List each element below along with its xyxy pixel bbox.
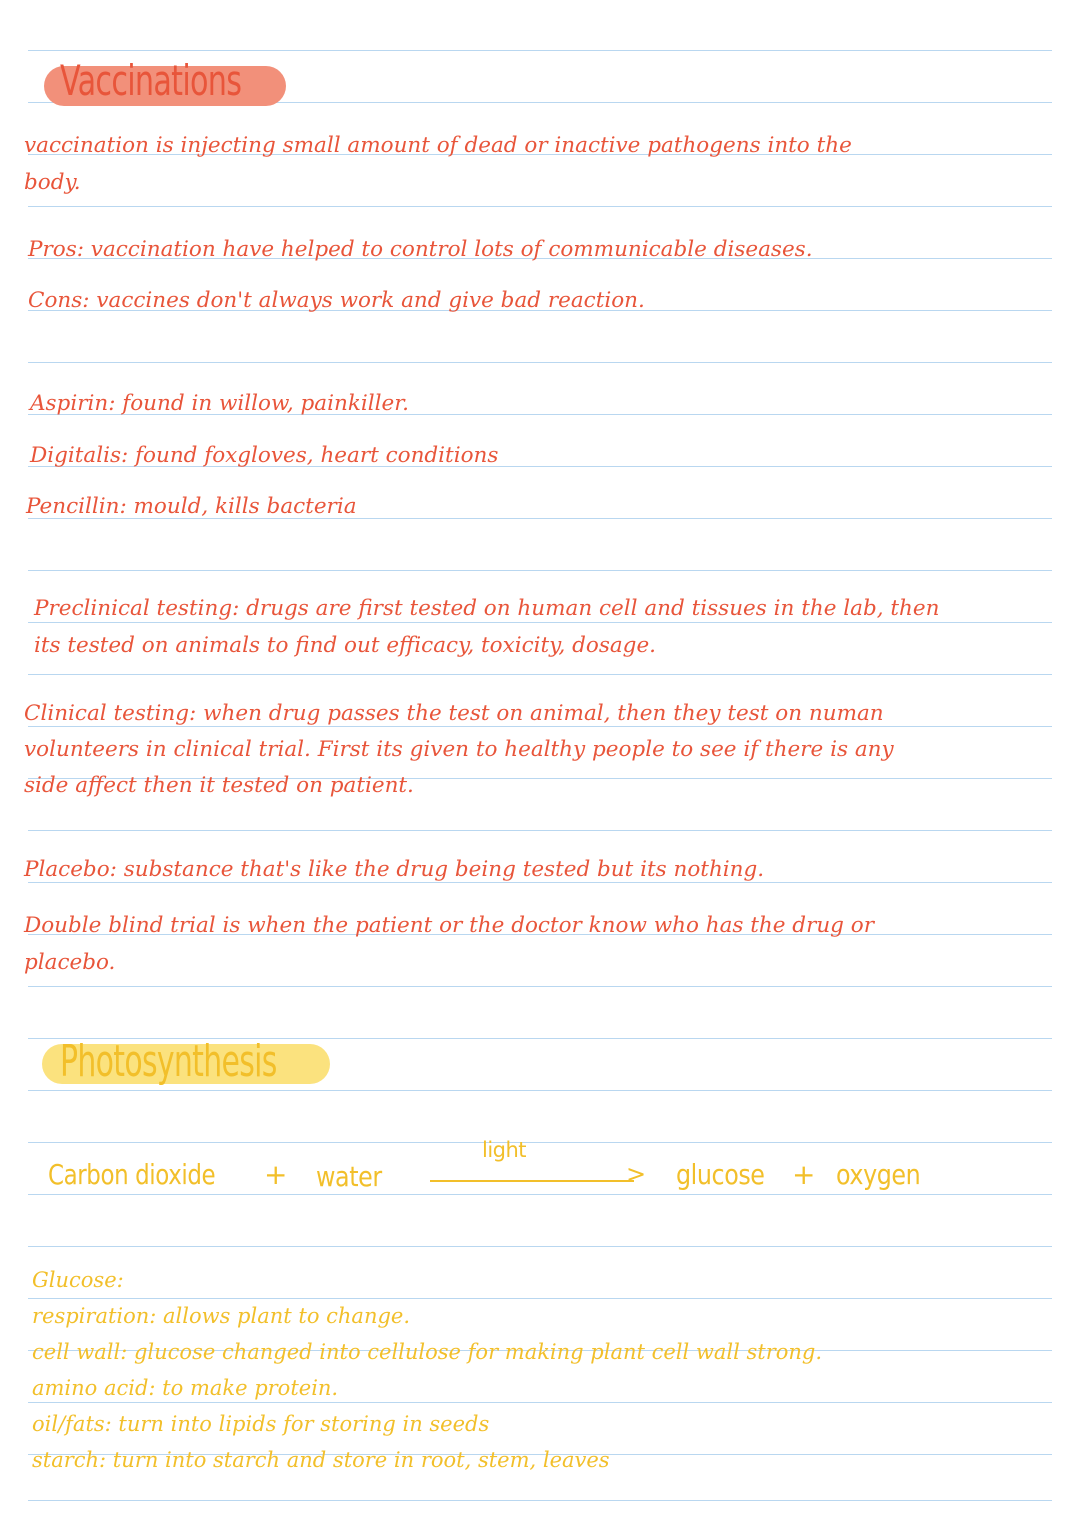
preclinical-line-2: its tested on animals to find out efficacy, toxicity, dosage. [34, 633, 656, 658]
ruled-line [28, 1142, 1052, 1143]
double-blind-line-2: placebo. [24, 950, 116, 975]
glucose-use-respiration: respiration: allows plant to change. [32, 1304, 411, 1328]
ruled-line [28, 50, 1052, 51]
photosynthesis-heading: Photosynthesis [60, 1036, 277, 1087]
aspirin-line: Aspirin: found in willow, painkiller. [30, 391, 409, 416]
cons-line: Cons: vaccines don't always work and give bad reaction. [28, 288, 645, 313]
preclinical-line-1: Preclinical testing: drugs are first tested on human cell and tissues in the lab, then [34, 596, 940, 621]
plus-sign: + [792, 1158, 815, 1191]
pros-line: Pros: vaccination have helped to control lots of communicable diseases. [28, 237, 813, 262]
ruled-line [28, 570, 1052, 571]
glucose-title: Glucose: [32, 1268, 124, 1292]
product-oxygen: oxygen [836, 1158, 921, 1191]
vaccination-definition-line-1: vaccination is injecting small amount of dead or inactive pathogens into the [24, 133, 852, 158]
plus-sign: + [264, 1158, 287, 1191]
ruled-line [28, 206, 1052, 207]
ruled-line [28, 1194, 1052, 1195]
ruled-line [28, 1500, 1052, 1501]
ruled-line [28, 674, 1052, 675]
reaction-arrow-line [430, 1180, 634, 1182]
reaction-arrow-head: > [626, 1160, 646, 1188]
glucose-use-cell-wall: cell wall: glucose changed into cellulose for making plant cell wall strong. [32, 1340, 823, 1364]
product-glucose: glucose [676, 1158, 765, 1191]
reactant-carbon-dioxide: Carbon dioxide [48, 1158, 216, 1191]
vaccination-definition-line-2: body. [24, 170, 81, 195]
clinical-line-1: Clinical testing: when drug passes the test on animal, then they test on numan [24, 701, 884, 726]
clinical-line-2: volunteers in clinical trial. First its given to healthy people to see if there is any [24, 737, 894, 762]
glucose-use-starch: starch: turn into starch and store in root, stem, leaves [32, 1448, 610, 1472]
reactant-water: water [316, 1160, 382, 1193]
placebo-line: Placebo: substance that's like the drug being tested but its nothing. [24, 857, 765, 882]
ruled-line [28, 986, 1052, 987]
digitalis-line: Digitalis: found foxgloves, heart conditions [30, 443, 499, 468]
clinical-line-3: side affect then it tested on patient. [24, 773, 414, 798]
ruled-line [28, 362, 1052, 363]
ruled-line [28, 1090, 1052, 1091]
double-blind-line-1: Double blind trial is when the patient or the doctor know who has the drug or [24, 913, 875, 938]
ruled-line [28, 830, 1052, 831]
glucose-use-amino-acid: amino acid: to make protein. [32, 1376, 339, 1400]
condition-light: light [482, 1138, 527, 1162]
glucose-use-oil-fats: oil/fats: turn into lipids for storing in seeds [32, 1412, 490, 1436]
penicillin-line: Pencillin: mould, kills bacteria [26, 494, 357, 519]
vaccinations-heading: Vaccinations [60, 56, 242, 105]
ruled-line [28, 1246, 1052, 1247]
